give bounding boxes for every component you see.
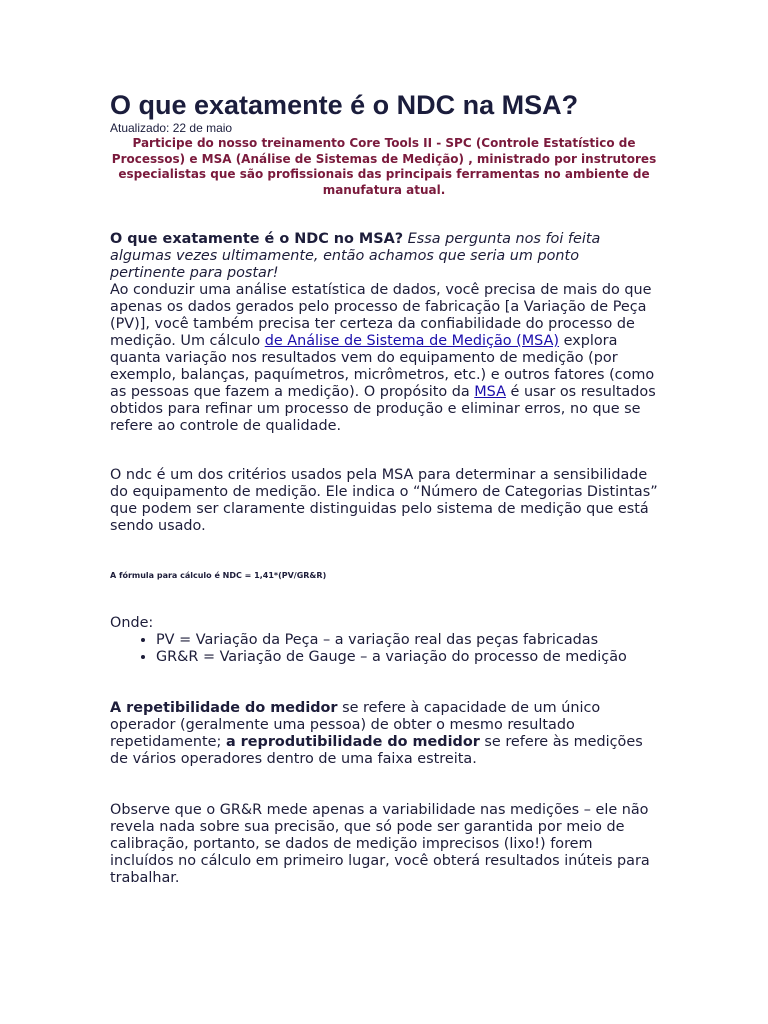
intro-question: O que exatamente é o NDC no MSA? xyxy=(110,231,404,247)
document-page xyxy=(110,88,658,887)
repeatability-term: A repetibilidade do medidor xyxy=(110,700,338,716)
repeatability-text: se refere à capacidade de um único operador (geralmente uma pessoa) de obter o mesmo resultado repetidamente; xyxy=(110,700,601,750)
reproducibility-text: se refere às medições de vários operadores dentro de uma faixa estreita. xyxy=(110,734,643,767)
intro-text-2: explora quanta variação nos resultados vem do equipamento de medição (por exemplo, balanças, paquímetros, micrômetros, etc.) e outros fatores (como as pessoas que fazem a medição). O propósito da xyxy=(110,333,655,400)
promo-banner: Participe do nosso treinamento Core Tools II - SPC (Controle Estatístico de Processos) e MSA (Análise de Sistemas de Medição) , ministrado por instrutores especialistas que são profissionais das principais ferramentas no ambiente de manufatura atual. xyxy=(111,136,657,197)
observe-paragraph: Observe que o GR&R mede apenas a variabilidade nas medições – ele não revela nada sobre sua precisão, que só pode ser garantida por meio de calibração, portanto, se dados de medição imprecisos (lixo!) forem incluídos no cálculo em primeiro lugar, você obterá resultados inúteis para trabalhar. xyxy=(110,802,650,886)
list-item: • PV = Variação da Peça – a variação real das peças fabricadas xyxy=(156,632,658,649)
repeatability-paragraph xyxy=(110,700,658,768)
intro-italic: Essa pergunta nos foi feita algumas vezes ultimamente, então achamos que seria um ponto pertinente para postar! xyxy=(110,231,601,281)
msa-link[interactable]: MSA xyxy=(474,384,506,400)
intro-text-3: é usar os resultados obtidos para refinar um processo de produção e eliminar erros, no que se refere ao controle de qualidade. xyxy=(110,384,656,434)
formula-text: A fórmula para cálculo é NDC = 1,41*(PV/GR&R) xyxy=(110,571,327,580)
msa-analysis-link[interactable]: de Análise de Sistema de Medição (MSA) xyxy=(264,333,560,349)
list-item: • GR&R = Variação de Gauge – a variação do processo de medição xyxy=(156,649,658,666)
ndc-paragraph: O ndc é um dos critérios usados pela MSA para determinar a sensibilidade do equipamento de medição. Ele indica o “Número de Categorias Distintas” que podem ser claramente distinguidas pelo sistema de medição que está sendo usado. xyxy=(110,467,658,534)
reproducibility-term: a reprodutibilidade do medidor xyxy=(225,734,480,750)
updated-date: Atualizado: 22 de maio xyxy=(110,121,233,135)
intro-paragraph xyxy=(110,231,658,435)
onde-label: Onde: xyxy=(110,615,154,631)
intro-text-1: Ao conduzir uma análise estatística de dados, você precisa de mais do que apenas os dados gerados pelo processo de fabricação [a Variação de Peça (PV)], você também precisa ter certeza da confiabilidade do processo de medição. Um cálculo xyxy=(110,282,652,349)
definitions-list xyxy=(110,632,658,666)
page-title: O que exatamente é o NDC na MSA? xyxy=(110,90,579,120)
